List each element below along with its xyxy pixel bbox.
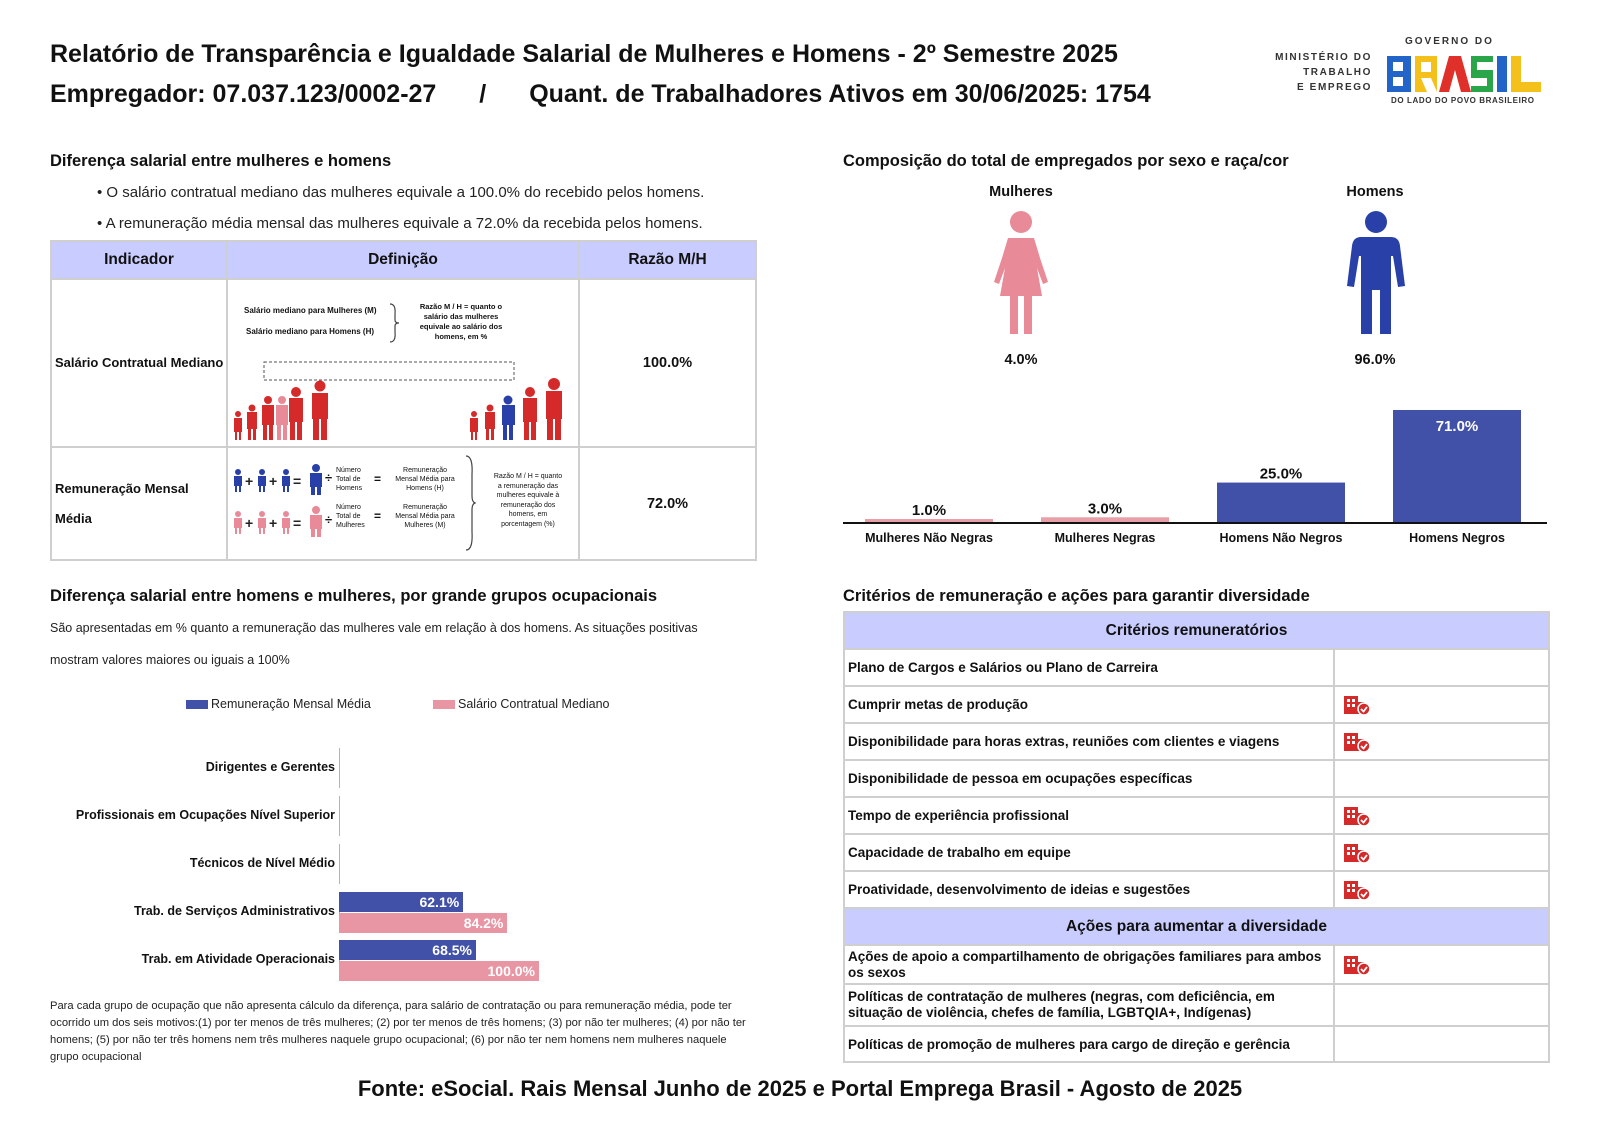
def-ratio-mean-line-4: remuneração dos <box>500 501 556 509</box>
action-row-1 <box>845 985 1548 1027</box>
def-ratio-median-line-1: Razão M / H = quanto o <box>419 302 503 311</box>
def-total-men <box>336 466 362 493</box>
brace-icon <box>464 454 476 552</box>
race-bar-label-2: 25.0% <box>1259 465 1303 483</box>
header-separator: / <box>479 80 487 108</box>
criteria-row-6 <box>845 872 1548 909</box>
people-median-illustration-icon <box>228 348 578 448</box>
def-mean-women-line-3: Mulheres (M) <box>404 522 446 529</box>
criteria-label-3: Disponibilidade de pessoa em ocupações específicas <box>845 761 1335 796</box>
occupation-label-1: Profissionais em Ocupações Nível Superior <box>75 808 335 822</box>
race-category-label-1: Mulheres Negras <box>1054 531 1156 545</box>
race-bar-0 <box>865 519 993 522</box>
svg-text:+: + <box>245 473 254 489</box>
race-bar-label-1: 3.0% <box>1087 500 1123 518</box>
criteria-status-3 <box>1335 761 1548 796</box>
race-bar-label-0: 1.0% <box>911 502 947 519</box>
indicator-mean-remuneration <box>52 448 228 559</box>
occupational-note-line-1: São apresentadas em % quanto a remuneração das mulheres vale em relação à dos homens. As situações positivas <box>50 621 698 635</box>
company-check-icon <box>1343 842 1371 864</box>
criteria-label-6: Proatividade, desenvolvimento de ideias e sugestões <box>845 872 1335 907</box>
def-ratio-mean-line-2: a remuneração das <box>497 482 559 490</box>
def-total-men-line-1: Número <box>336 467 361 474</box>
def-ratio-median-line-3: equivale ao salário dos <box>419 322 503 331</box>
def-total-men-line-2: Total de <box>336 476 361 483</box>
def-mean-women <box>388 503 462 530</box>
ministry-line-3: E EMPREGO <box>1297 82 1372 93</box>
company-check-icon <box>1343 879 1371 901</box>
occupation-label-3: Trab. de Serviços Administrativos <box>134 904 335 918</box>
criteria-row-2 <box>845 724 1548 761</box>
criteria-row-5 <box>845 835 1548 872</box>
occupation-axis-segment <box>339 748 340 788</box>
ministry-line-1: MINISTÉRIO DO <box>1275 52 1372 63</box>
def-ratio-mean-line-1: Razão M / H = quanto <box>493 473 563 480</box>
criteria-status-2 <box>1335 724 1548 759</box>
race-bar-label-3: 71.0% <box>1435 418 1479 435</box>
race-composition-chart <box>843 405 1553 565</box>
action-status-2 <box>1335 1027 1548 1063</box>
occupation-label-2: Técnicos de Nível Médio <box>189 856 335 870</box>
legend-mean-remuneration <box>186 697 371 711</box>
criteria-label-1: Cumprir metas de produção <box>845 687 1335 722</box>
actions-header: Ações para aumentar a diversidade <box>845 909 1548 946</box>
def-total-women <box>336 503 365 530</box>
criteria-status-5 <box>1335 835 1548 870</box>
salary-gap-bullet-1: • O salário contratual mediano das mulheres equivale a 100.0% do recebido pelos homens. <box>97 184 705 201</box>
employer-id: Empregador: 07.037.123/0002-27 <box>50 80 437 108</box>
definition-median-salary <box>228 280 580 448</box>
criteria-row-0 <box>845 650 1548 687</box>
ratio-mean-remuneration: 72.0% <box>646 495 689 512</box>
legend-swatch-mean <box>186 700 208 709</box>
svg-text:+: + <box>269 473 278 489</box>
def-ratio-mean-line-5: homens, em <box>508 511 548 518</box>
action-status-1 <box>1335 985 1548 1025</box>
company-check-icon <box>1343 954 1371 976</box>
svg-text:=: = <box>293 515 302 531</box>
criteria-label-4: Tempo de experiência profissional <box>845 798 1335 833</box>
def-mean-women-line-1: Remuneração <box>403 504 447 511</box>
ministry-logo <box>1262 50 1372 95</box>
woman-figure-icon <box>990 210 1052 336</box>
men-label: Homens <box>1346 184 1404 200</box>
occupational-footnote: Para cada grupo de ocupação que não apresenta cálculo da diferença, para salário de contratação ou para remuneração média, pode ter ocorrido um dos seis motivos:(1) por ter menos de três mulheres; (2) por ter menos de três homens; (3) por não ter mulheres; (4) por não ter homens; (5) por não ter três homens nem três mulheres naquele grupo ocupacional; (6) por não ter nem homens nem mulheres naquele grupo ocupacional <box>50 1000 746 1063</box>
composition-title: Composição do total de empregados por sexo e raça/cor <box>843 152 1289 170</box>
criteria-header: Critérios remuneratórios <box>845 613 1548 650</box>
occupation-label-0: Dirigentes e Gerentes <box>205 760 335 774</box>
workers-count: Quant. de Trabalhadores Ativos em 30/06/2025: 1754 <box>529 80 1151 108</box>
definition-mean-remuneration: + + = + + = ÷ ÷ Número Total de Homens = Remuneração Mensal Média para Homens (H) Número Total de Mulheres = Remuneração Mensal Média para Mulheres (M) Razão M / H = quanto a remuneração das mulheres equivale à remuneração dos homens, em porcentagem (%) <box>228 448 580 559</box>
def-total-women-line-1: Número <box>336 504 361 511</box>
government-logo <box>1385 34 1545 110</box>
action-row-0 <box>845 946 1548 985</box>
company-check-icon <box>1343 731 1371 753</box>
criteria-status-1 <box>1335 687 1548 722</box>
indicator-table <box>50 240 757 561</box>
company-check-icon <box>1343 694 1371 716</box>
men-percentage: 96.0% <box>1354 352 1396 368</box>
def-ratio-median-line-2: salário das mulheres <box>423 312 499 321</box>
svg-text:+: + <box>245 515 254 531</box>
svg-text:+: + <box>269 515 278 531</box>
ministry-line-2: TRABALHO <box>1303 67 1372 78</box>
indicator-mean-remuneration-line-1: Remuneração Mensal <box>55 480 189 496</box>
criteria-label-0: Plano de Cargos e Salários ou Plano de Carreira <box>845 650 1335 685</box>
svg-text:=: = <box>293 473 302 489</box>
criteria-status-0 <box>1335 650 1548 685</box>
occupation-axis-segment <box>339 796 340 836</box>
criteria-row-4 <box>845 798 1548 835</box>
occupation-label-4: Trab. em Atividade Operacionais <box>141 952 335 966</box>
legend-swatch-median <box>433 700 455 709</box>
definition-header: Definição <box>228 242 580 280</box>
source-footer: Fonte: eSocial. Rais Mensal Junho de 2025 e Portal Emprega Brasil - Agosto de 2025 <box>357 1076 1243 1101</box>
def-mean-men-line-3: Homens (H) <box>406 485 444 492</box>
occupation-bar-3-series-1: 84.2% <box>339 913 507 933</box>
occupation-bar-4-series-1: 100.0% <box>339 961 539 981</box>
gov-logo-bottom: DO LADO DO POVO BRASILEIRO <box>1391 96 1535 105</box>
indicator-header: Indicador <box>52 242 228 280</box>
salary-gap-title: Diferença salarial entre mulheres e homens <box>50 152 392 170</box>
occupation-axis-segment <box>339 844 340 884</box>
salary-gap-bullet-2: • A remuneração média mensal das mulheres equivale a 72.0% da recebida pelos homens. <box>97 215 703 232</box>
legend-mean-remuneration-label: Remuneração Mensal Média <box>211 697 371 711</box>
women-label: Mulheres <box>989 184 1053 200</box>
def-ratio-median-line-4: homens, em % <box>434 332 488 341</box>
report-title: Relatório de Transparência e Igualdade Salarial de Mulheres e Homens - 2º Semestre 2025 <box>50 40 1118 68</box>
def-ratio-mean-line-6: porcentagem (%) <box>501 520 555 528</box>
criteria-status-6 <box>1335 872 1548 907</box>
indicator-median-salary: Salário Contratual Mediano <box>52 280 228 448</box>
race-category-label-0: Mulheres Não Negras <box>865 531 993 545</box>
criteria-status-4 <box>1335 798 1548 833</box>
people-sum-illustration-icon <box>230 464 330 544</box>
race-bar-1 <box>1041 517 1169 522</box>
def-mean-women-line-2: Mensal Média para <box>395 513 455 520</box>
gov-logo-top: GOVERNO DO <box>1405 36 1494 47</box>
race-category-label-3: Homens Negros <box>1409 531 1505 545</box>
def-mean-men-line-1: Remuneração <box>403 467 447 474</box>
legend-median-salary <box>433 697 609 711</box>
criteria-table <box>843 611 1550 1063</box>
legend-median-salary-label: Salário Contratual Mediano <box>458 697 610 711</box>
occupational-title: Diferença salarial entre homens e mulheres, por grande grupos ocupacionais <box>50 587 658 605</box>
def-total-women-line-3: Mulheres <box>336 522 365 529</box>
criteria-label-2: Disponibilidade para horas extras, reuniões com clientes e viagens <box>845 724 1335 759</box>
company-check-icon <box>1343 805 1371 827</box>
criteria-title: Critérios de remuneração e ações para garantir diversidade <box>843 587 1310 605</box>
occupation-bar-3-series-0: 62.1% <box>339 892 463 912</box>
race-category-label-2: Homens Não Negros <box>1219 531 1343 545</box>
def-ratio-mean-line-3: mulheres equivale à <box>496 492 560 499</box>
brace-icon <box>388 302 400 344</box>
action-label-0: Ações de apoio a compartilhamento de obrigações familiares para ambos os sexos <box>845 946 1335 983</box>
man-figure-icon <box>1345 210 1407 336</box>
def-mean-men-line-2: Mensal Média para <box>395 476 455 483</box>
report-subtitle <box>50 80 1151 109</box>
action-label-2: Políticas de promoção de mulheres para cargo de direção e gerência <box>845 1027 1335 1063</box>
action-status-0 <box>1335 946 1548 983</box>
criteria-row-1 <box>845 687 1548 724</box>
action-row-2 <box>845 1027 1548 1063</box>
indicator-mean-remuneration-line-2: Média <box>55 510 92 526</box>
def-women-median: Salário mediano para Mulheres (M) <box>244 306 377 315</box>
brasil-wordmark-icon <box>1385 50 1545 94</box>
occupation-bar-4-series-0: 68.5% <box>339 940 476 960</box>
ratio-median-salary: 100.0% <box>580 280 755 448</box>
def-total-women-line-2: Total de <box>336 513 361 520</box>
criteria-label-5: Capacidade de trabalho em equipe <box>845 835 1335 870</box>
women-percentage: 4.0% <box>1004 352 1038 368</box>
action-label-1: Políticas de contratação de mulheres (negras, com deficiência, em situação de violência, chefes de família, LGBTQIA+, Indígenas) <box>845 985 1335 1025</box>
ratio-header: Razão M/H <box>580 242 755 280</box>
def-men-median: Salário mediano para Homens (H) <box>246 327 375 336</box>
race-bar-2 <box>1217 483 1345 522</box>
def-mean-men <box>388 466 462 493</box>
def-ratio-median <box>406 302 516 342</box>
def-ratio-mean <box>480 472 576 529</box>
occupational-chart <box>34 740 754 980</box>
def-total-men-line-3: Homens <box>336 485 363 492</box>
occupational-note-line-2: mostram valores maiores ou iguais a 100% <box>50 653 290 667</box>
criteria-row-3 <box>845 761 1548 798</box>
